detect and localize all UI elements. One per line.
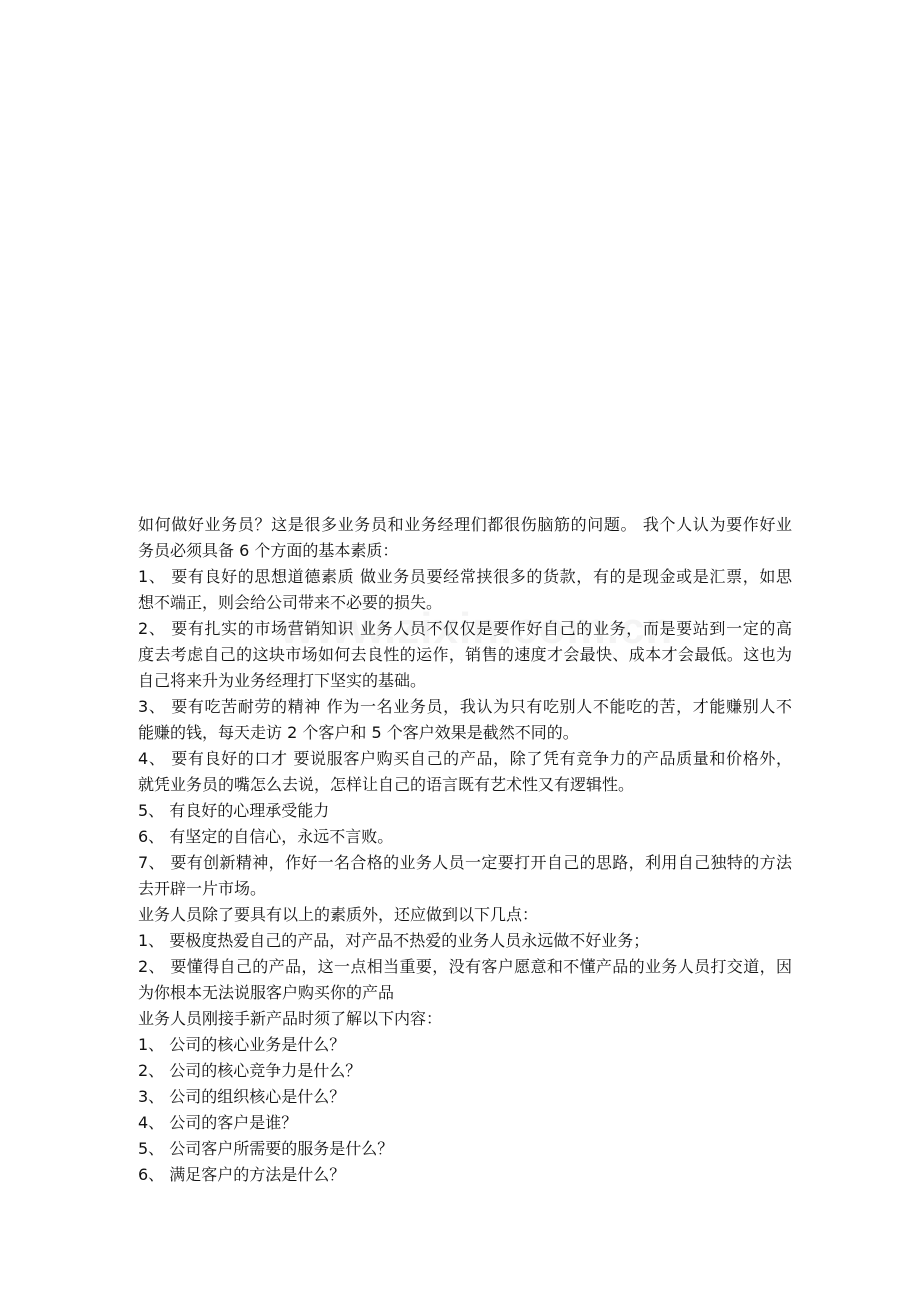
list-item-question-2 (138, 1058, 792, 1084)
list-item-quality-7 (138, 850, 792, 902)
text-line: 务员必须具备 6 个方面的基本素质： (138, 541, 399, 560)
text-line: 1、 要极度热爱自己的产品，对产品不热爱的业务人员永远做不好业务； (138, 931, 650, 950)
list-item-quality-6 (138, 824, 792, 850)
text-line: 度去考虑自己的这块市场如何去良性的运作，销售的速度才会最快、成本才会最低。这也为 (138, 645, 792, 664)
section-heading-new-product (138, 1006, 792, 1032)
text-line: 4、 要有良好的口才 要说服客户购买自己的产品，除了凭有竞争力的产品质量和价格外， (138, 749, 792, 768)
text-line: 3、 公司的组织核心是什么？ (138, 1087, 346, 1106)
text-line: 1、 公司的核心业务是什么？ (138, 1035, 346, 1054)
text-line: 2、 要有扎实的市场营销知识 业务人员不仅仅是要作好自己的业务，而是要站到一定的高 (138, 619, 792, 638)
list-item-question-4 (138, 1110, 792, 1136)
text-line: 去开辟一片市场。 (138, 879, 267, 898)
text-line: 7、 要有创新精神，作好一名合格的业务人员一定要打开自己的思路，利用自己独特的方法 (138, 853, 792, 872)
text-line: 如何做好业务员？这是很多业务员和业务经理们都很伤脑筋的问题。 我个人认为要作好业 (138, 515, 792, 534)
list-item-quality-1 (138, 564, 792, 616)
text-line: 6、 有坚定的自信心，永远不言败。 (138, 827, 394, 846)
list-item-question-6 (138, 1162, 792, 1188)
text-line: 1、 要有良好的思想道德素质 做业务员要经常挟很多的货款，有的是现金或是汇票，如思 (138, 567, 792, 586)
text-line: 4、 公司的客户是谁？ (138, 1113, 298, 1132)
text-line: 2、 要懂得自己的产品，这一点相当重要，没有客户愿意和不懂产品的业务人员打交道，因 (138, 957, 792, 976)
text-line: 2、 公司的核心竞争力是什么？ (138, 1061, 362, 1080)
list-item-question-3 (138, 1084, 792, 1110)
text-line: 5、 公司客户所需要的服务是什么？ (138, 1139, 394, 1158)
list-item-question-5 (138, 1136, 792, 1162)
list-item-question-1 (138, 1032, 792, 1058)
list-item-extra-2 (138, 954, 792, 1006)
text-line: 想不端正，则会给公司带来不必要的损失。 (138, 593, 443, 612)
text-line: 业务人员除了要具有以上的素质外，还应做到以下几点： (138, 905, 539, 924)
list-item-quality-5 (138, 798, 792, 824)
text-line: 6、 满足客户的方法是什么？ (138, 1165, 346, 1184)
text-line: 自己将来升为业务经理打下坚实的基础。 (138, 671, 427, 690)
paragraph-intro (138, 512, 792, 564)
list-item-quality-4 (138, 746, 792, 798)
list-item-quality-2 (138, 616, 792, 694)
section-heading-extra (138, 902, 792, 928)
text-line: 业务人员刚接手新产品时须了解以下内容： (138, 1009, 443, 1028)
list-item-quality-3 (138, 694, 792, 746)
text-line: 为你根本无法说服客户购买你的产品 (138, 983, 395, 1002)
text-line: 3、 要有吃苦耐劳的精神 作为一名业务员，我认为只有吃别人不能吃的苦，才能赚别人不 (138, 697, 792, 716)
document-body (138, 512, 792, 1188)
text-line: 就凭业务员的嘴怎么去说，怎样让自己的语言既有艺术性又有逻辑性。 (138, 775, 635, 794)
text-line: 能赚的钱，每天走访 2 个客户和 5 个客户效果是截然不同的。 (138, 723, 579, 742)
list-item-extra-1 (138, 928, 792, 954)
text-line: 5、 有良好的心理承受能力 (138, 801, 330, 820)
